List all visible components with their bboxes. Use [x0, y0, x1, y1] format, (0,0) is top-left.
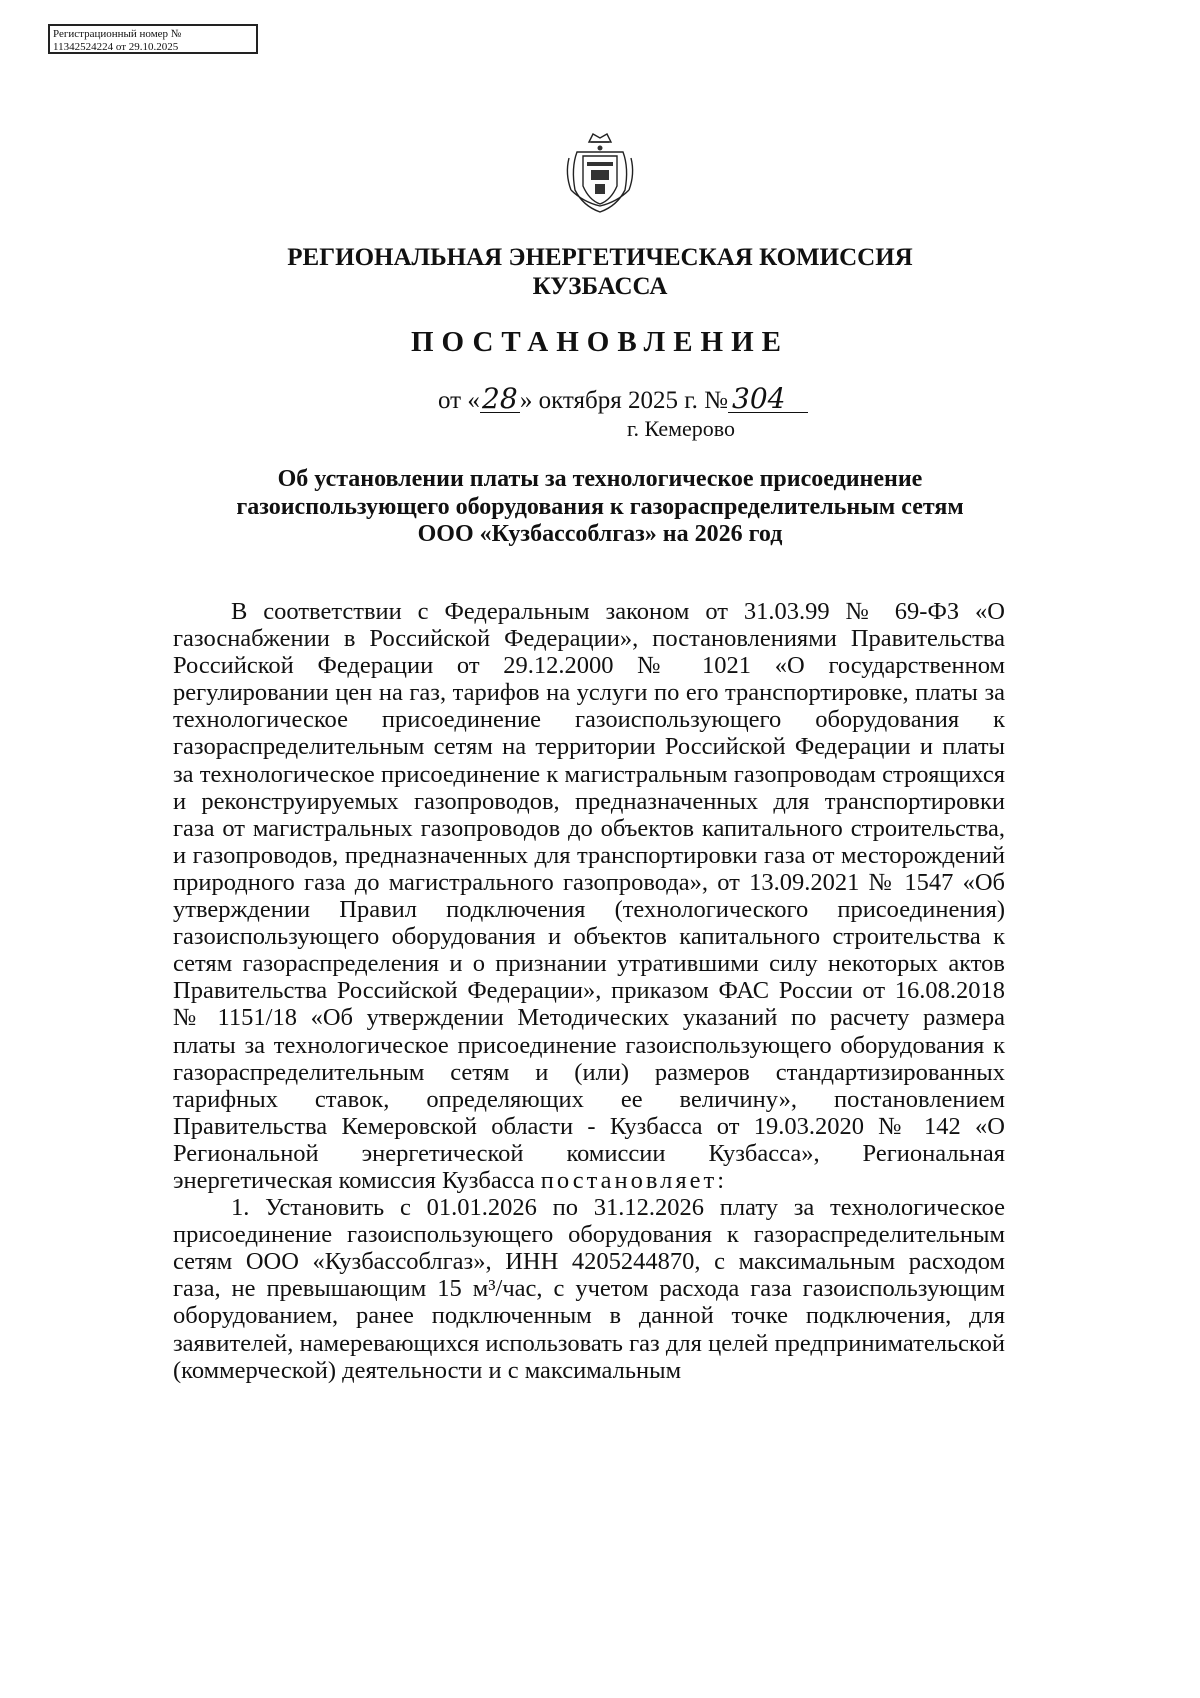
decree-word: постановляет: [540, 1166, 727, 1194]
registration-label: Регистрационный номер № [53, 28, 182, 40]
clause-1-paragraph: 1. Установить с 01.01.2026 по 31.12.2026 плату за технологическое присоединение газоиспользующего оборудования к газораспределительным сетям ООО «Кузбассоблгаз», ИНН 4205244870, с максимальным расходом газа, не превышающим 15 м³/час, с учетом расхода газа газоиспользующим оборудованием, ранее подключенным в данной точке подключения, для заявителей, намеревающихся использовать газ для целей предпринимательской (коммерческой) деятельности и с максимальным [173, 1194, 1005, 1384]
document-title-line-3: ООО «Кузбассоблгаз» на 2026 год [417, 521, 783, 547]
organization-name: РЕГИОНАЛЬНАЯ ЭНЕРГЕТИЧЕСКАЯ КОМИССИЯ [287, 244, 913, 271]
organization-region: КУЗБАССА [532, 273, 668, 300]
preamble-paragraph [173, 598, 1005, 1194]
document-title-line-1: Об установлении платы за технологическое присоединение [277, 466, 923, 492]
date-prefix: от « [438, 387, 480, 414]
registration-number: 11342524224 от 29.10.2025 [53, 41, 179, 53]
date-line [438, 382, 808, 415]
preamble-text: В соответствии с Федеральным законом от 31.03.99 № 69-ФЗ «О газоснабжении в Российской Федерации», постановлениями Правительства Российской Федерации от 29.12.2000 № 1021 «О государственном регулировании цен на газ, тарифов на услуги по его транспортировке, платы за технологическое присоединение газоиспользующего оборудования к газораспределительным сетям на территории Российской Федерации и платы за технологическое присоединение к магистральным газопроводам строящихся и реконструируемых газопроводов, предназначенных для транспортировки газа от магистральных газопроводов до объектов капитального строительства, и газопроводов, предназначенных для транспортировки газа от месторождений природного газа до магистрального газопровода», от 13.09.2021 № 1547 «Об утверждении Правил подключения (технологического присоединения) газоиспользующего оборудования и объектов капитального строительства к сетям газораспределения и о признании утратившими силу некоторых актов Правительства Российской Федерации», приказом ФАС России от 16.08.2018 № 1151/18 «Об утверждении Методических указаний по расчету размера платы за технологическое присоединение газоиспользующего оборудования к газораспределительным сетям и (или) размеров стандартизированных тарифных ставок, определяющих ее величину», постановлением Правительства Кемеровской области - Кузбасса от 19.03.2020 № 142 «О Региональной энергетической комиссии Кузбасса», Региональная энергетическая комиссия Кузбасса [173, 598, 1005, 1194]
handwritten-day: 28 [480, 386, 520, 413]
document-body [173, 598, 1005, 1384]
handwritten-document-number: 304 [728, 386, 808, 413]
document-type: ПОСТАНОВЛЕНИЕ [410, 326, 789, 358]
document-title-line-2: газоиспользующего оборудования к газораспределительным сетям [236, 494, 964, 520]
date-middle: » октября 2025 г. № [519, 387, 729, 414]
coat-of-arms-icon [563, 128, 637, 214]
registration-stamp [48, 24, 258, 54]
city: г. Кемерово [626, 416, 736, 441]
